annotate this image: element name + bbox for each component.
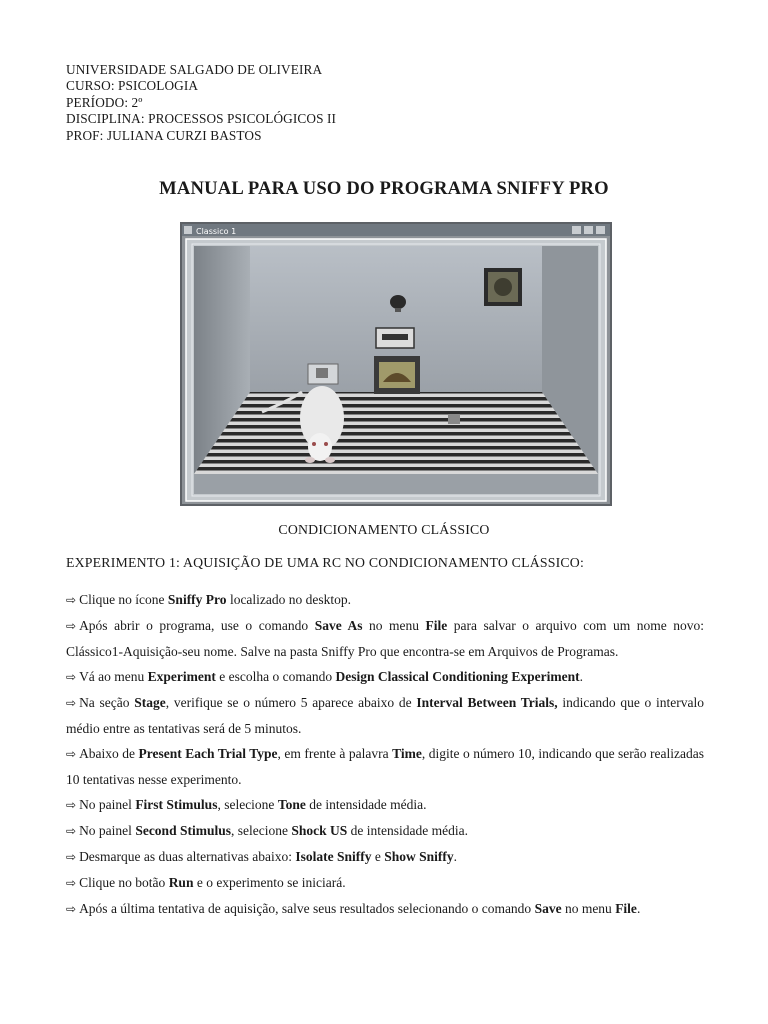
window-title: Classico 1 (196, 227, 237, 236)
instruction-step (66, 587, 704, 613)
header-university: UNIVERSIDADE SALGADO DE OLIVEIRA (66, 62, 323, 77)
step-text: Após a última tentativa de aquisição, salve seus resultados selecionando o comando (79, 901, 535, 916)
close-icon (596, 226, 605, 234)
header-discipline: DISCIPLINA: PROCESSOS PSICOLÓGICOS II (66, 111, 337, 127)
step-text: , verifique se o número 5 aparece abaixo de (165, 695, 417, 710)
section-title: CONDICIONAMENTO CLÁSSICO (278, 522, 490, 537)
bold-term: Sniffy Pro (167, 592, 227, 607)
bold-term: Save As (314, 618, 363, 633)
instruction-step (66, 844, 704, 870)
bold-term: Save (534, 901, 562, 916)
right-arrow-icon: ⇨ (66, 876, 77, 890)
right-arrow-icon: ⇨ (66, 619, 77, 633)
header-professor: PROF: JULIANA CURZI BASTOS (66, 127, 262, 143)
bold-term: Present Each Trial Type (138, 746, 278, 761)
instruction-list (66, 587, 704, 922)
page-title: MANUAL PARA USO DO PROGRAMA SNIFFY PRO (159, 178, 609, 199)
header-period: PERÍODO: 2º (66, 94, 143, 110)
step-text: e (371, 849, 385, 864)
step-text: Clique no botão (79, 875, 169, 890)
instruction-step (66, 690, 704, 741)
step-text: indicando que o intervalo médio entre as tentativas será de 5 minutos. (66, 695, 704, 736)
cage-floor-grid (194, 392, 598, 474)
minimize-icon (572, 226, 581, 234)
step-text: Desmarque as duas alternativas abaixo: (79, 849, 296, 864)
bold-term: Second Stimulus (135, 823, 231, 838)
window-title-bar (182, 224, 610, 236)
step-text: . (579, 669, 584, 684)
bold-term: Interval Between Trials, (416, 695, 558, 710)
right-arrow-icon: ⇨ (66, 670, 77, 684)
bold-term: Shock US (291, 823, 348, 838)
right-arrow-icon: ⇨ (66, 902, 77, 916)
sniffy-pro-screenshot (180, 222, 612, 506)
bold-term: Design Classical Conditioning Experiment (335, 669, 580, 684)
step-text: para salvar o arquivo com um nome novo: Clássico1-Aquisição-seu nome. Salve na pasta Sniffy Pro que encontra-se em Arquivos de Programas. (66, 618, 704, 659)
document-header (66, 62, 336, 144)
step-text: Clique no ícone (79, 592, 168, 607)
maximize-icon (584, 226, 593, 234)
step-text: , em frente à palavra (277, 746, 393, 761)
step-text: Vá ao menu (79, 669, 148, 684)
step-text: no menu (561, 901, 616, 916)
bold-term: Run (168, 875, 194, 890)
step-text: e escolha o comando (215, 669, 336, 684)
right-arrow-icon: ⇨ (66, 824, 77, 838)
step-text: Após abrir o programa, use o comando (79, 618, 315, 633)
bold-term: Experiment (147, 669, 216, 684)
header-course: CURSO: PSICOLOGIA (66, 78, 199, 94)
right-arrow-icon: ⇨ (66, 593, 77, 607)
step-text: No painel (79, 797, 136, 812)
experiment-title: EXPERIMENTO 1: AQUISIÇÃO DE UMA RC NO CONDICIONAMENTO CLÁSSICO: (66, 555, 585, 570)
step-text: , selecione (230, 823, 292, 838)
bold-term: Tone (277, 797, 306, 812)
step-text: . (636, 901, 641, 916)
bold-term: Time (392, 746, 422, 761)
step-text: de intensidade média. (305, 797, 427, 812)
bold-term: File (425, 618, 448, 633)
step-text: localizado no desktop. (226, 592, 352, 607)
instruction-step (66, 613, 704, 664)
step-text: . (453, 849, 458, 864)
step-text: de intensidade média. (347, 823, 468, 838)
instruction-step (66, 896, 704, 922)
sniffy-cage-illustration (180, 222, 612, 506)
step-text: No painel (79, 823, 136, 838)
right-arrow-icon: ⇨ (66, 696, 77, 710)
right-arrow-icon: ⇨ (66, 747, 77, 761)
instruction-step (66, 664, 704, 690)
light-icon (390, 295, 406, 309)
step-text: Abaixo de (79, 746, 139, 761)
step-text: , digite o número 10, indicando que serão realizadas 10 tentativas nesse experimento. (66, 746, 704, 787)
step-text: e o experimento se iniciará. (193, 875, 346, 890)
step-text: , selecione (217, 797, 278, 812)
instruction-step (66, 792, 704, 818)
bold-term: Show Sniffy (384, 849, 454, 864)
right-arrow-icon: ⇨ (66, 850, 77, 864)
instruction-step (66, 741, 704, 792)
bold-term: Isolate Sniffy (295, 849, 372, 864)
bold-term: Stage (134, 695, 166, 710)
step-text: Na seção (79, 695, 135, 710)
step-text: no menu (362, 618, 426, 633)
instruction-step (66, 870, 704, 896)
bold-term: File (615, 901, 637, 916)
window-menu-icon (184, 226, 192, 234)
instruction-step (66, 818, 704, 844)
bold-term: First Stimulus (135, 797, 218, 812)
right-arrow-icon: ⇨ (66, 798, 77, 812)
